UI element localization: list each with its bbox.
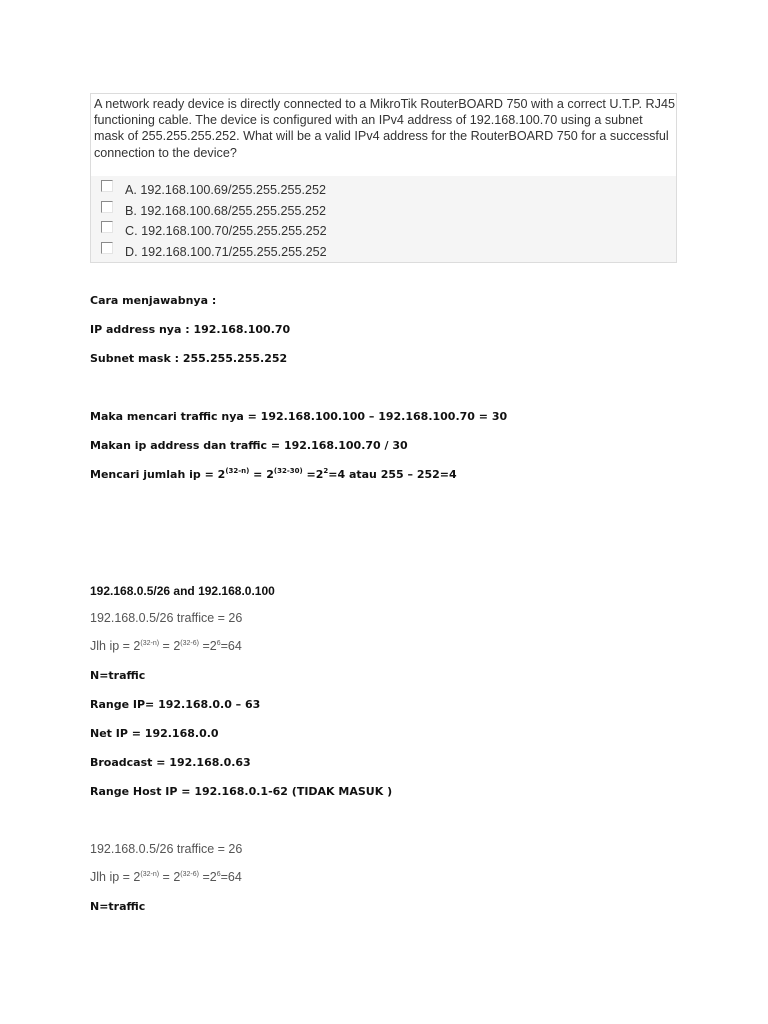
section1-n-traffic: N=traffic — [90, 669, 146, 682]
jlh-exp-3: 6 — [216, 640, 221, 647]
section1-broadcast: Broadcast = 192.168.0.63 — [90, 756, 251, 769]
ip-traffic-line: Makan ip address dan traffic = 192.168.100.70 / 30 — [90, 439, 408, 452]
jumlah-exp-1: (32-n) — [225, 467, 250, 475]
checkbox-c[interactable] — [101, 221, 113, 233]
jumlah-exp-2: (32-30) — [273, 467, 303, 475]
checkbox-a[interactable] — [101, 180, 113, 192]
section1-traffice: 192.168.0.5/26 traffice = 26 — [90, 611, 243, 625]
option-a-label: A. 192.168.100.69/255.255.255.252 — [125, 183, 326, 197]
jlh2-mid: = 2 — [159, 870, 181, 884]
checkbox-b[interactable] — [101, 201, 113, 213]
jumlah-mid-2: =2 — [302, 468, 324, 481]
cara-heading: Cara menjawabnya : — [90, 294, 217, 307]
jlh-prefix: Jlh ip = 2 — [90, 639, 141, 653]
jlh2-exp-1: (32-n) — [140, 871, 160, 878]
jlh2-prefix: Jlh ip = 2 — [90, 870, 141, 884]
checkbox-d[interactable] — [101, 242, 113, 254]
section1-heading: 192.168.0.5/26 and 192.168.0.100 — [90, 584, 275, 598]
option-d-label: D. 192.168.100.71/255.255.255.252 — [125, 245, 327, 259]
jumlah-ip-line — [90, 468, 457, 481]
section2-n-traffic: N=traffic — [90, 900, 146, 913]
section1-jlh-ip — [90, 639, 242, 653]
traffic-line: Maka mencari traffic nya = 192.168.100.100 – 192.168.100.70 = 30 — [90, 410, 508, 423]
jlh-mid-2: =2 — [198, 639, 217, 653]
jumlah-prefix: Mencari jumlah ip = 2 — [90, 468, 226, 481]
option-c-label: C. 192.168.100.70/255.255.255.252 — [125, 224, 327, 238]
jlh2-exp-2: (32-6) — [180, 871, 199, 878]
jlh-exp-1: (32-n) — [140, 640, 160, 647]
jumlah-suffix: =4 atau 255 – 252=4 — [328, 468, 457, 481]
jumlah-mid: = 2 — [249, 468, 274, 481]
question-box — [90, 93, 677, 263]
options-panel — [91, 176, 676, 262]
jlh2-mid-2: =2 — [198, 870, 217, 884]
jlh-mid: = 2 — [159, 639, 181, 653]
ip-address-line: IP address nya : 192.168.100.70 — [90, 323, 291, 336]
jumlah-exp-3: 2 — [323, 467, 329, 475]
section2-traffice: 192.168.0.5/26 traffice = 26 — [90, 842, 243, 856]
jlh-exp-2: (32-6) — [180, 640, 199, 647]
section1-net-ip: Net IP = 192.168.0.0 — [90, 727, 219, 740]
option-b-label: B. 192.168.100.68/255.255.255.252 — [125, 204, 326, 218]
section1-range-host: Range Host IP = 192.168.0.1-62 (TIDAK MASUK ) — [90, 785, 393, 798]
question-text: A network ready device is directly connected to a MikroTik RouterBOARD 750 with a correct U.T.P. RJ45 functioning cable. The device is configured with an IPv4 address of 192.168.100.70 using a subnet mask of 255.255.255.252. What will be a valid IPv4 address for the RouterBOARD 750 for a successful connection to the device? — [94, 97, 675, 160]
jlh-suffix: =64 — [220, 639, 242, 653]
section1-range-ip: Range IP= 192.168.0.0 – 63 — [90, 698, 261, 711]
jlh2-exp-3: 6 — [216, 871, 221, 878]
section2-jlh-ip — [90, 870, 242, 884]
jlh2-suffix: =64 — [220, 870, 242, 884]
subnet-mask-line: Subnet mask : 255.255.255.252 — [90, 352, 288, 365]
